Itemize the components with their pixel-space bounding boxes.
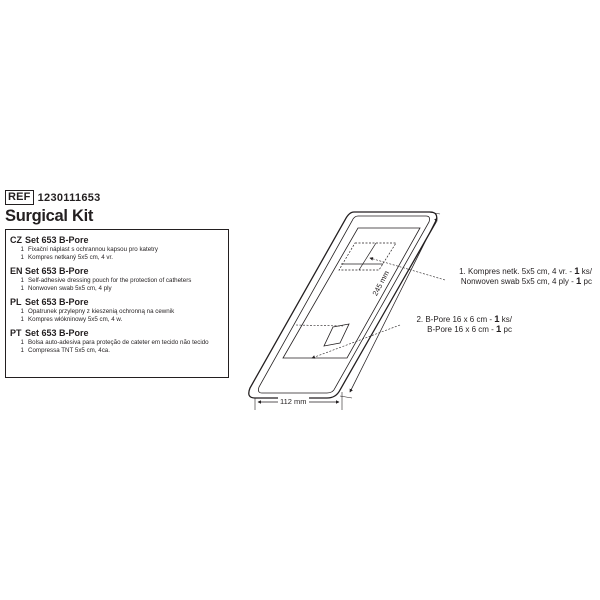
list-item: 1 Nonwoven swab 5x5 cm, 4 ply: [20, 285, 112, 292]
dimension-length: 245 mm: [370, 269, 392, 298]
lang-code: PT: [10, 328, 22, 338]
pouch-inset-line: [296, 325, 343, 326]
list-item: 1 Self-adhesive dressing pouch for the protection of catheters: [20, 277, 192, 284]
callout-1: 1. Kompres netk. 5x5 cm, 4 vr. - 1 ks/ Nonwoven swab 5x5 cm, 4 ply - 1 pc: [459, 266, 592, 287]
list-item: 1 Fixační náplast s ochrannou kapsou pro katetry: [20, 246, 159, 253]
lang-code: PL: [10, 297, 22, 307]
dressing-outline: [258, 216, 429, 393]
list-item: 1 Opatrunek przylepny z kieszenią ochronną na cewnik: [20, 308, 175, 315]
list-item: 1 Bolsa auto-adesiva para proteção de cateter em tecido não tecido: [20, 339, 209, 346]
leader-line-2: [312, 325, 400, 358]
callout-2: 2. B-Pore 16 x 6 cm - 1 ks/ B-Pore 16 x 6 cm - 1 pc: [416, 314, 512, 335]
lang-set-name: Set 653 B-Pore: [25, 297, 89, 307]
lang-code: CZ: [10, 235, 22, 245]
lang-set-name: Set 653 B-Pore: [25, 266, 89, 276]
dimension-width: 112 mm: [280, 397, 307, 406]
ref-symbol: REF: [5, 190, 34, 205]
product-title: Surgical Kit: [5, 207, 94, 225]
package-outline: [249, 212, 437, 398]
swab-divider: [359, 243, 376, 270]
ref-number: 1230111653: [37, 191, 101, 204]
dim-line-length-back: [350, 218, 437, 392]
list-item: 1 Compressa TNT 5x5 cm, 4ca.: [20, 347, 110, 354]
list-item: 1 Kompres włókninowy 5x5 cm, 4 w.: [20, 316, 123, 323]
lang-code: EN: [10, 266, 23, 276]
lang-set-name: Set 653 B-Pore: [25, 328, 89, 338]
lang-set-name: Set 653 B-Pore: [25, 235, 89, 245]
pouch-inset: [324, 324, 349, 346]
list-item: 1 Kompres netkaný 5x5 cm, 4 vr.: [20, 254, 113, 261]
